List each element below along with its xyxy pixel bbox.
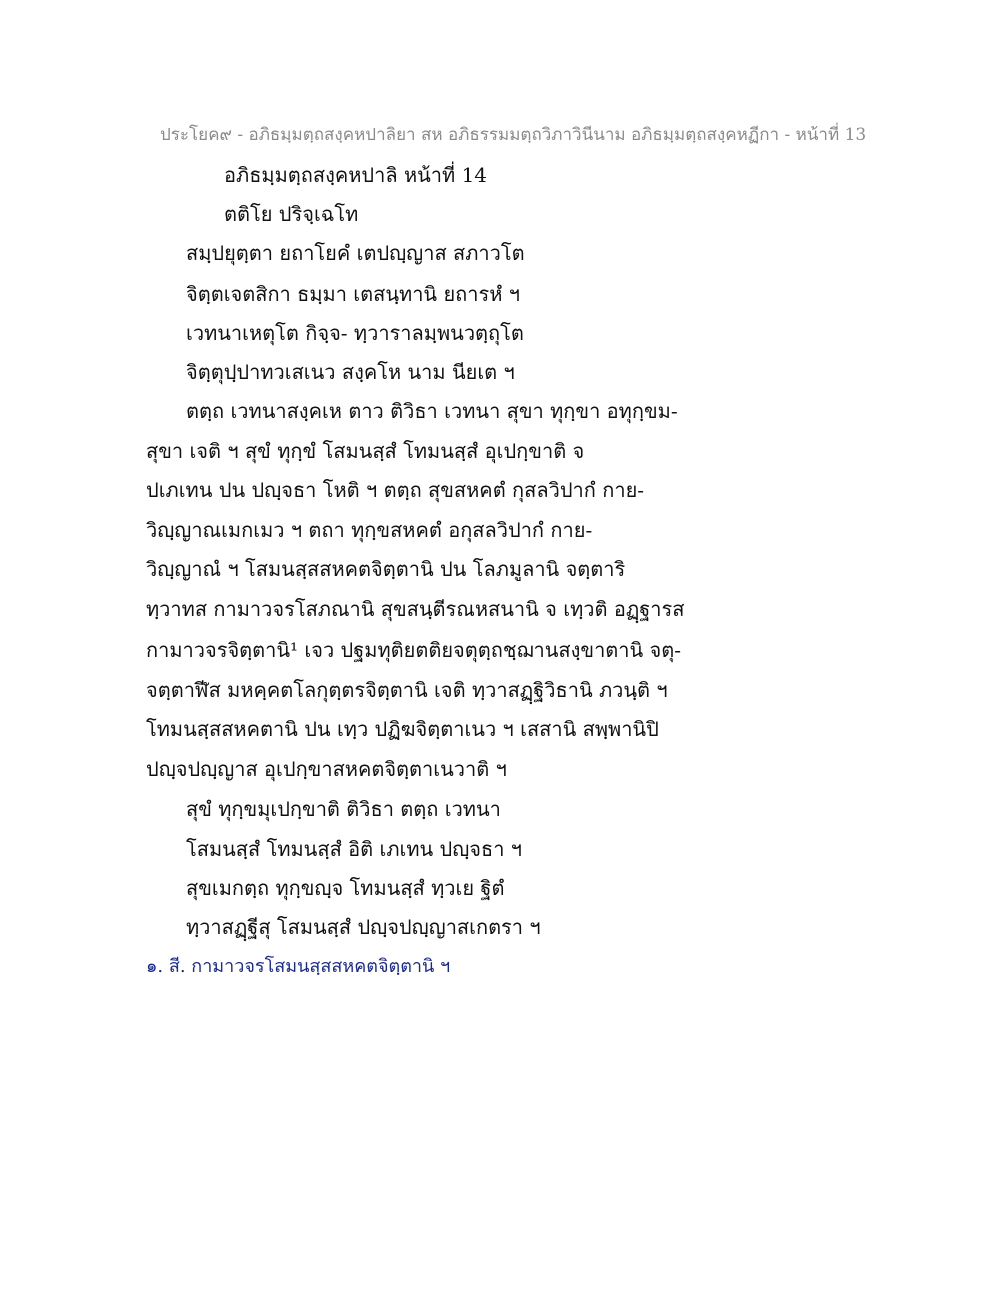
prose-line: ปเภเทน ปน ปญฺจธา โหติ ฯ ตตฺถ สุขสหคตํ กุสลวิปากํ กาย-: [146, 478, 645, 502]
prose-line: ตตฺถ เวทนาสงฺคเห ตาว ติวิธา เวทนา สุขา ทุกฺขา อทุกฺขม-: [186, 399, 678, 423]
prose-line: วิญฺญาณํ ฯ โสมนสฺสสหคตจิตฺตานิ ปน โลภมูลานิ จตฺตาริ: [146, 557, 626, 581]
page-reference: อภิธมฺมตฺถสงฺคหปาลิ หน้าที่ 14: [224, 163, 488, 187]
verse-line: เวทนาเหตุโต กิจฺจ- ทฺวาราลมฺพนวตฺถุโต: [186, 321, 524, 345]
prose-line: ทฺวาทส กามาวจรโสภณานิ สุขสนฺตีรณหสนานิ จ เทฺวติ อฏฺฐารส: [146, 597, 685, 621]
footnote: ๑. สี. กามาวจรโสมนสฺสสหคตจิตฺตานิ ฯ: [146, 956, 451, 977]
prose-line: โทมนสฺสสหคตานิ ปน เทฺว ปฏิฆจิตฺตาเนว ฯ เสสานิ สพฺพานิปิ: [146, 717, 659, 741]
prose-line: จตฺตาฬีส มหคฺคตโลกุตฺตรจิตฺตานิ เจติ ทฺวาสฏฺฐิวิธานิ ภวนฺติ ฯ: [146, 678, 668, 702]
verse-line: สุขํ ทุกฺขมุเปกฺขาติ ติวิธา ตตฺถ เวทนา: [186, 797, 501, 821]
verse-line: ทฺวาสฏฺฐีสุ โสมนสฺสํ ปญฺจปญฺญาสเกตรา ฯ: [186, 915, 541, 939]
verse-line: โสมนสฺสํ โทมนสฺสํ อิติ เภเทน ปญฺจธา ฯ: [186, 837, 523, 861]
prose-line: กามาวจรจิตฺตานิ¹ เจว ปฐมทุติยตติยจตุตฺถชฺฌานสงฺขาตานิ จตุ-: [146, 638, 682, 662]
verse-line: จิตฺตุปฺปาทวเสเนว สงฺคโห นาม นียเต ฯ: [186, 360, 515, 384]
prose-line: สุขา เจติ ฯ สุขํ ทุกฺขํ โสมนสฺสํ โทมนสฺสํ อุเปกฺขาติ จ: [146, 439, 585, 463]
verse-line: จิตฺตเจตสิกา ธมฺมา เตสนฺทานิ ยถารหํ ฯ: [186, 282, 521, 306]
verse-line: สมฺปยุตฺตา ยถาโยคํ เตปญฺญาส สภาวโต: [186, 241, 525, 265]
prose-line: วิญฺญาณเมกเมว ฯ ตถา ทุกฺขสหคตํ อกุสลวิปากํ กาย-: [146, 518, 593, 542]
chapter-title: ตติโย ปริจฺเฉโท: [224, 202, 359, 226]
running-header: ประโยค๙ - อภิธมฺมตฺถสงฺคหปาลิยา สห อภิธรรมมตฺถวิภาวินีนาม อภิธมฺมตฺถสงฺคหฏีกา - หน้าที่ 13: [160, 125, 867, 145]
prose-line: ปญฺจปญฺญาส อุเปกฺขาสหคตจิตฺตาเนวาติ ฯ: [146, 757, 507, 781]
verse-line: สุขเมกตฺถ ทุกฺขญฺจ โทมนสฺสํ ทฺวเย ฐิตํ: [186, 876, 505, 900]
